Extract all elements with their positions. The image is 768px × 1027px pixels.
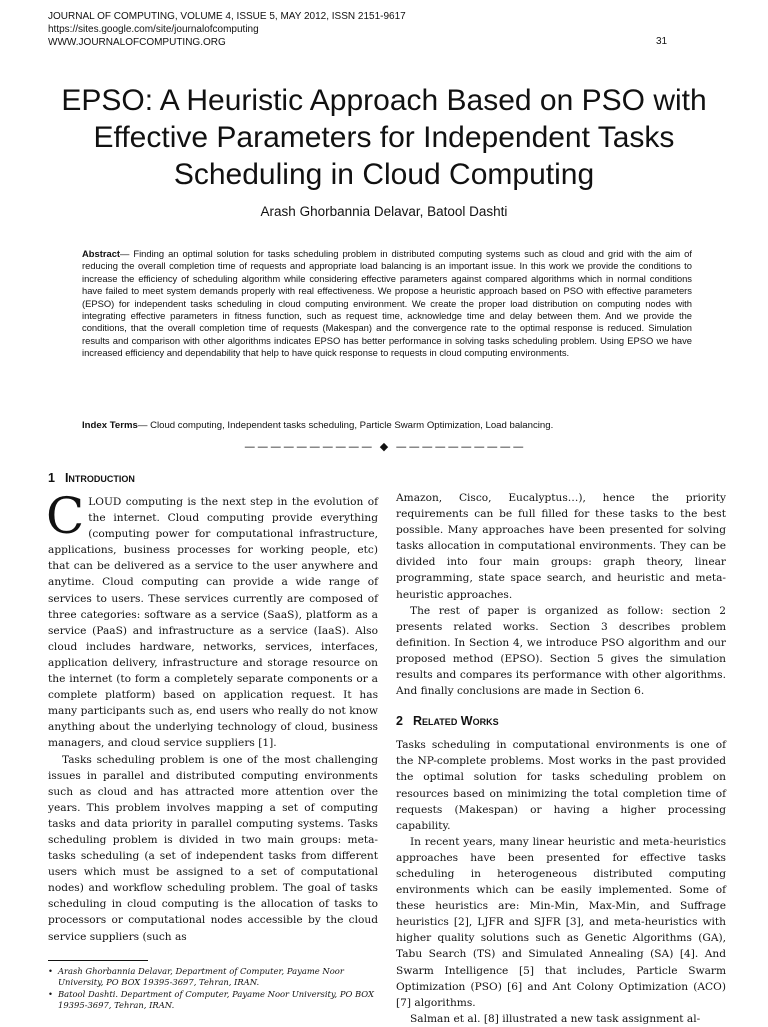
intro-paragraph-2: Tasks scheduling problem is one of the most challenging issues in parallel and distributed computing environments such as cloud and has attracted more attention over the years. This problem involves mapping a set of computing tasks and data priority in parallel computing systems. Tasks scheduling problem is divided in two main groups: meta-tasks scheduling (a set of independent tasks from different users which must be assigned to a set of computational nodes) and workflow scheduling problem. The goal of tasks scheduling in cloud computing is the allocation of tasks to processors or computational nodes accessible by the cloud service suppliers (such as bbox=[48, 753, 378, 943]
journal-website[interactable]: WWW.JOURNALOFCOMPUTING.ORG bbox=[48, 37, 226, 48]
paper-title: EPSO: A Heuristic Approach Based on PSO with Effective Parameters for Independent Tasks Scheduling in Cloud Computing bbox=[61, 84, 707, 191]
index-terms bbox=[82, 420, 692, 431]
right-column bbox=[396, 490, 726, 1027]
running-header bbox=[48, 10, 688, 49]
footnote-rule bbox=[48, 960, 148, 961]
intro-paragraph-1: CLOUD computing is the next step in the evolution of the internet. Cloud computing provide everything (computing power for computational infrastructure, applications, business processes for working people, etc) that can be delivered as a service to the user anywhere and anytime. Cloud computing can provide a wide range of services to users. These services currently are composed of three categories: software as a service (SaaS), platform as a service (PaaS) and infrastructure as a service (IaaS). Also cloud includes hardware, networks, services, interfaces, application delivery, infrastructure and storage resource on the internet (to form a completely separate components or a complete platform) based on application request. It has many participants such as, end users who really do not know anything about the underlying technology of cloud, business managers, and cloud service suppliers [1]. bbox=[46, 487, 378, 750]
section-heading-introduction bbox=[48, 470, 378, 486]
section-divider: —————————— ◆ —————————— bbox=[244, 440, 526, 453]
paper-authors: Arash Ghorbannia Delavar, Batool Dashti bbox=[260, 204, 508, 219]
index-terms-text: — Cloud computing, Independent tasks scheduling, Particle Swarm Optimization, Load balancing. bbox=[137, 420, 554, 431]
abstract bbox=[82, 248, 692, 360]
footnotes bbox=[48, 966, 378, 1012]
journal-url[interactable]: https://sites.google.com/site/journalofcomputing bbox=[48, 24, 259, 35]
journal-info: JOURNAL OF COMPUTING, VOLUME 4, ISSUE 5, MAY 2012, ISSN 2151-9617 bbox=[48, 11, 406, 22]
intro-paragraph-2-continued: Amazon, Cisco, Eucalyptus…), hence the priority requirements can be full filled for these tasks to the best possible. Many approaches have been presented for solving tasks allocation in computational environments. They can be divided into four main groups: graph theory, linear programming, state space search, and heuristic and meta-heuristic approaches. bbox=[396, 492, 726, 601]
page-number: 31 bbox=[656, 36, 668, 47]
section-number: 2 bbox=[396, 714, 403, 729]
section-heading-related-works bbox=[396, 713, 726, 729]
abstract-label: Abstract bbox=[82, 248, 121, 259]
footnote-author-2: • Batool Dashti. Department of Computer, Payame Noor University, PO BOX 19395-3697, Tehran, IRAN. bbox=[48, 989, 378, 1011]
section-number: 1 bbox=[48, 471, 55, 485]
footnote-author-1: • Arash Ghorbannia Delavar, Department of Computer, Payame Noor University, PO BOX 19395-3697, Tehran, IRAN. bbox=[48, 966, 378, 988]
related-paragraph-3: Salman et al. [8] illustrated a new task assignment al- bbox=[410, 1012, 701, 1025]
abstract-text: — Finding an optimal solution for tasks scheduling problem in distributed computing systems such as cloud and grid with the aim of reducing the overall completion time of requests and appropriate load balancing is an important issue. In this work we provide the conditions to increase the efficiency of scheduling algorithm while considering effective parameters against compared algorithms which in normal conditions have failed to meet system demands properly with real effectiveness. We propose a heuristic approach based on PSO with effective parameters (EPSO) for independent tasks scheduling in cloud computing environment. We create the proper load distribution on computing nodes with integrating effective parameters in fitness function, such as request time, acknowledge time and delay between them. And we provide the conditions, that the overall completion time of requests (Makespan) and the convergence rate to the optimal response is reduced. Simulation results and comparison with other algorithms indicates EPSO has better performance in solving tasks scheduling problem. Using EPSO we have increased efficiency and dependability that help to have quick response to requests in cloud computing environments. bbox=[82, 248, 692, 359]
related-paragraph-1: Tasks scheduling in computational environments is one of the NP-complete problems. Most works in the past provided the optimal solution for tasks scheduling problem on resources based on minimizing the total completion time of requests (Makespan) or having a higher processing capability. bbox=[396, 739, 726, 832]
intro-paragraph-3: The rest of paper is organized as follow: section 2 presents related works. Section 3 describes problem definition. In Section 4, we introduce PSO algorithm and our proposed method (EPSO). Section 5 gives the simulation results and compares its performance with other algorithms. And finally conclusions are made in Section 6. bbox=[396, 604, 726, 698]
section-title: Introduction bbox=[64, 471, 135, 485]
index-terms-label: Index Terms bbox=[82, 420, 138, 431]
related-paragraph-2: In recent years, many linear heuristic and meta-heuristics approaches have been presented for effective tasks scheduling in heterogeneous distributed computing environments which can be easily implemented. Some of these heuristics are: Min-Min, Max-Min, and Suffrage heuristics [2], LJFR and SJFR [3], and meta-heuristics with higher quality solutions such as Genetic Algorithms (GA), Tabu Search (TS) and Simulated Annealing (SA) [4]. And Swarm Intelligence [5] that includes, Particle Swarm Optimization (PSO) [6] and Ant Colony Optimization (ACO) [7] algorithms. bbox=[396, 835, 726, 1009]
left-column bbox=[48, 470, 378, 945]
drop-cap: C bbox=[46, 487, 85, 545]
section-title: Related Works bbox=[412, 714, 499, 729]
